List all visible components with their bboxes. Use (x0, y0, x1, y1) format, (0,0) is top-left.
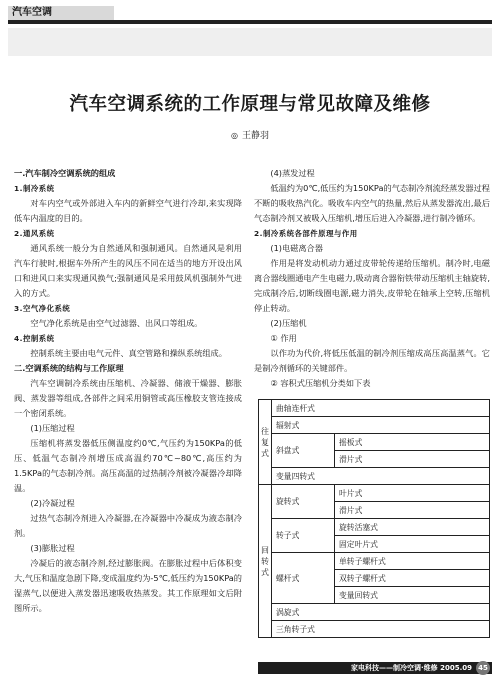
footer-text: 家电科技——制冷空调·维修 2005.09 (351, 664, 472, 672)
table-cell: 旋转式 (272, 485, 335, 519)
bullet-icon: ◎ (231, 131, 238, 140)
table-cell: 旋转活塞式 (335, 519, 490, 536)
subheading: 2.制冷系统各部件原理与作用 (254, 229, 358, 238)
table-cell: 辐射式 (272, 417, 490, 434)
numbered-heading: (1)电磁离合器 (270, 243, 323, 253)
table-cell: 滑片式 (335, 451, 490, 468)
table-cell: 转子式 (272, 519, 335, 553)
table-cell: 滑片式 (335, 502, 490, 519)
page-number: 45 (476, 661, 490, 675)
table-cell: 叶片式 (335, 485, 490, 502)
page-header (8, 6, 492, 58)
table-cell: 曲轴连杆式 (272, 400, 490, 417)
table-cell: 单转子螺杆式 (335, 553, 490, 570)
table-cell: 变量四转式 (272, 468, 490, 485)
numbered-heading: (1)压缩过程 (30, 423, 75, 433)
page-footer (258, 662, 492, 674)
paragraph: 控制系统主要由电气元件、真空管路和操纵系统组成。 (30, 348, 227, 358)
table-cell: 涡旋式 (272, 604, 490, 621)
compressor-type-table (258, 399, 490, 638)
paragraph: 空气净化系统是由空气过滤器、出风口等组成。 (30, 318, 203, 328)
subheading: 1.制冷系统 (14, 184, 55, 193)
numbered-heading: (2)压缩机 (270, 318, 307, 328)
paragraph: 汽车空调制冷系统由压缩机、冷凝器、储液干燥器、膨胀阀、蒸发器等组成,各部件之间采用铜管或高压橡胶支管连接成一个密闭系统。 (14, 378, 242, 418)
paragraph: 压缩机将蒸发器低压侧温度约0℃,气压约为150KPa的低压、低温气态制冷剂增压成高温约70℃~80℃,高压约为1.5KPa的气态制冷剂。高压高温的过热制冷剂被冷凝器冷却降温。 (14, 438, 242, 493)
header-rule (8, 20, 492, 24)
article-title: 汽车空调系统的工作原理与常见故障及维修 (69, 94, 431, 115)
section-heading: 一.汽车制冷空调系统的组成 (14, 168, 116, 178)
table-cell: 变量回转式 (335, 587, 490, 604)
header-band (8, 28, 492, 56)
group-label: 回转式 (259, 485, 272, 638)
left-column (14, 166, 242, 616)
table-cell: 双转子螺杆式 (335, 570, 490, 587)
author-line (0, 128, 500, 141)
group-label: 往复式 (259, 400, 272, 485)
section-tab: 汽车空调 (8, 6, 114, 20)
paragraph: 通风系统一般分为自然通风和强制通风。自然通风是利用汽车行驶时,根据车外所产生的风压不同在适当的地方开设出风口和进风口来实现通风换气;强制通风是采用鼓风机强制外气进入的方式。 (14, 243, 242, 298)
subheading: 3.空气净化系统 (14, 304, 71, 313)
paragraph: 过热气态制冷剂进入冷凝器,在冷凝器中冷凝成为液态制冷剂。 (14, 513, 242, 538)
table-cell: 螺杆式 (272, 553, 335, 604)
section-heading: 二.空调系统的结构与工作原理 (14, 363, 124, 373)
table-cell: 固定叶片式 (335, 536, 490, 553)
numbered-heading: (2)冷凝过程 (30, 498, 75, 508)
paragraph: 冷凝后的液态制冷剂,经过膨胀阀。在膨胀过程中后体积变大,气压和温度急剧下降,变成温度约为-5℃,低压约为150KPa的湿蒸气,以便进入蒸发器迅速吸收热蒸发。其工作原理如文后附图所示。 (14, 558, 242, 613)
circled-heading: ② 容积式压缩机分类如下表 (270, 378, 371, 388)
author-name: 王静羽 (241, 131, 269, 141)
table-cell: 三角转子式 (272, 621, 490, 638)
paragraph: 对车内空气或外部进入车内的新鲜空气进行冷却,来实现降低车内温度的目的。 (14, 198, 242, 223)
numbered-heading: (4)蒸发过程 (270, 168, 315, 178)
paragraph: 作用是将发动机动力通过皮带轮传递给压缩机。制冷时,电磁离合器线圈通电产生电磁力,吸动离合器衔铁带动压缩机主轴旋转,完成制冷后,切断线圈电源,磁力消失,皮带轮在轴承上空转,压缩机停止转动。 (254, 258, 490, 313)
paragraph: 低温约为0℃,低压约为150KPa的气态制冷剂流经蒸发器过程不断的吸收热汽化。吸收车内空气的热量,然后从蒸发器流出,最后气态制冷剂又被吸入压缩机,增压后进入冷凝器,进行制冷循环。 (254, 183, 490, 223)
circled-heading: ① 作用 (270, 333, 297, 343)
table-cell: 摇板式 (335, 434, 490, 451)
right-column (254, 166, 490, 391)
table-cell: 斜盘式 (272, 434, 335, 468)
subheading: 2.通风系统 (14, 229, 55, 238)
subheading: 4.控制系统 (14, 334, 55, 343)
paragraph: 以作功为代价,将低压低温的制冷剂压缩成高压高温蒸气。它是制冷剂循环的关键部件。 (254, 348, 490, 373)
numbered-heading: (3)膨胀过程 (30, 543, 75, 553)
